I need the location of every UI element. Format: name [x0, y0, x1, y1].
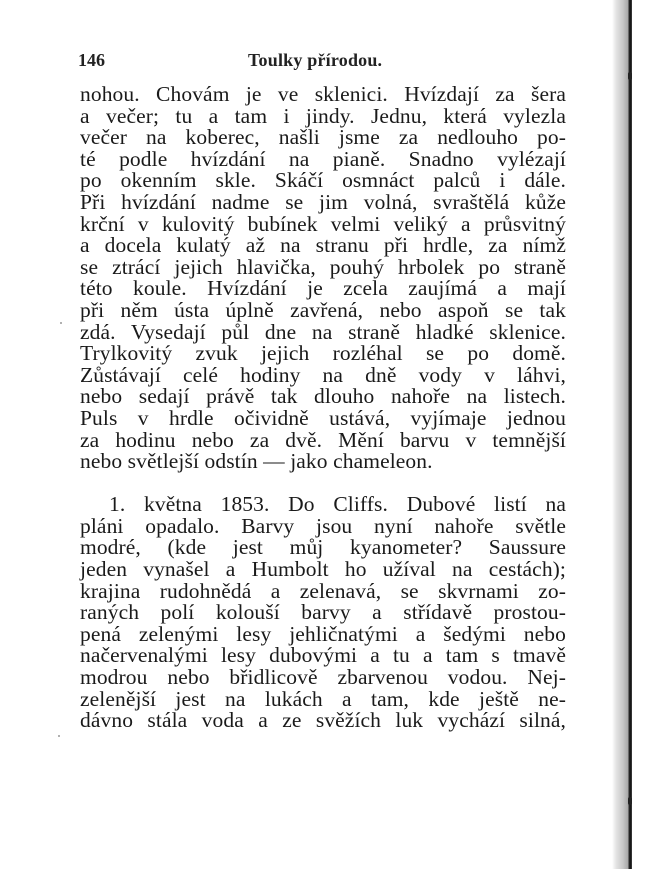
spine-artifact — [628, 72, 632, 80]
text-line: po okenním skle. Skáčí osmnáct palců i dále. — [80, 168, 566, 193]
text-line: modrou nebo břidlicově zbarvenou vodou. Nej- — [80, 665, 566, 690]
text-line: nebo světlejší odstín — jako chameleon. — [80, 449, 433, 474]
text-line: načervenalými lesy dubovými a tu a tam s tmavě — [80, 643, 566, 668]
text-line: zdá. Vysedají půl dne na straně hladké sklenice. — [80, 319, 566, 344]
text-line: zelenější jest na lukách a tam, kde ještě ne- — [80, 686, 566, 711]
text-line: 1. května 1853. Do Cliffs. Dubové listí na — [109, 492, 566, 517]
spine-artifact — [628, 797, 632, 805]
text-line: této koule. Hvízdání je zcela zaujímá a mají — [80, 276, 566, 301]
body-text — [80, 84, 566, 732]
text-line: jeden vynašel a Humbolt ho užíval na cestách); — [80, 557, 566, 582]
running-head — [78, 50, 566, 74]
text-line: raných polí kolouší barvy a střídavě prostou- — [80, 600, 566, 625]
text-line: při něm ústa úplně zavřená, nebo aspoň se tak — [80, 297, 566, 322]
text-line: večer na koberec, našli jsme za nedlouho po- — [80, 125, 566, 150]
text-line: modré, (kde jest můj kyanometer? Saussure — [80, 535, 566, 560]
text-line: a večer; tu a tam i jindy. Jednu, která vylezla — [80, 103, 566, 128]
text-line: a docela kulatý až na stranu při hrdle, za nímž — [80, 233, 566, 258]
page-spine-edge — [612, 0, 632, 869]
print-speck — [58, 735, 60, 737]
text-line: Při hvízdání nadme se jim volná, svraštělá kůže — [80, 189, 566, 214]
text-line: krční v kulovitý bubínek velmi veliký a průsvitný — [80, 211, 566, 236]
running-title: Toulky přírodou. — [248, 50, 383, 70]
text-line: Puls v hrdle očividně ustává, vyjímaje jednou — [80, 405, 566, 430]
text-line: se ztrácí jejich hlavička, pouhý hrbolek po straně — [80, 254, 566, 279]
text-line: za hodinu nebo za dvě. Mění barvu v temnější — [80, 427, 566, 452]
text-line: nebo sedají právě tak dlouho nahoře na listech. — [80, 384, 566, 409]
text-line: pená zelenými lesy jehličnatými a šedými nebo — [80, 621, 566, 646]
text-line: Trylkovitý zvuk jejich rozléhal se po domě. — [80, 341, 566, 366]
text-line: té podle hvízdání na pianě. Snadno vylézají — [80, 146, 566, 171]
text-line: krajina rudohnědá a zelenavá, se skvrnami zo- — [80, 578, 566, 603]
paragraph-gap — [80, 473, 566, 495]
text-line: dávno stála voda a ze svěžích luk vychází silná, — [80, 708, 566, 733]
page-number: 146 — [78, 50, 105, 70]
text-line: Zůstávají celé hodiny na dně vody v láhvi, — [80, 362, 566, 387]
text-line: pláni opadalo. Barvy jsou nyní nahoře světle — [80, 513, 566, 538]
text-line: nohou. Chovám je ve sklenici. Hvízdají za šera — [80, 82, 566, 106]
print-speck — [60, 322, 62, 324]
